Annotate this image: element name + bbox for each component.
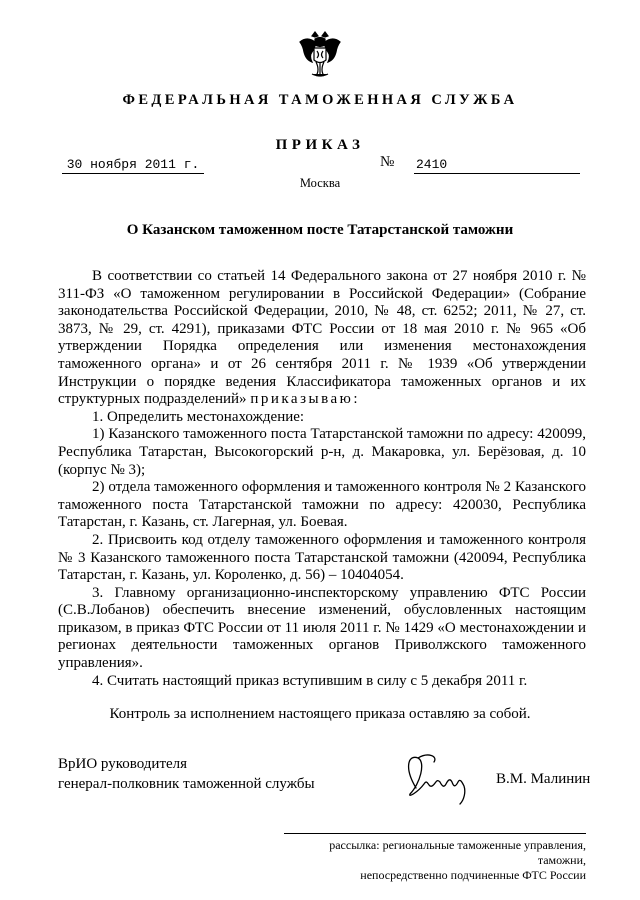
item-1-1: 1) Казанского таможенного поста Татарстанской таможни по адресу: 420099, Республика Татарстан, Высокогорский р-н, д. Макаровка, ул. Берёзовая, д. 10 (корпус № 3); [58,426,586,478]
order-word: приказываю: [250,391,361,408]
city: Москва [299,176,341,190]
distribution-divider [284,833,586,834]
signer-position [58,754,315,794]
signer-name: В.М. Малинин [496,771,591,787]
signer-position-line-2: генерал-полковник таможенной службы [58,776,315,792]
handwritten-signature [398,748,488,808]
order-body [58,268,586,690]
signer-position-line-1: ВрИО руководителя [58,756,188,772]
item-4: 4. Считать настоящий приказ вступившим в силу с 5 декабря 2011 г. [92,672,528,689]
control-statement: Контроль за исполнением настоящего приказа оставляю за собой. [109,706,531,722]
distribution-line-1-text: региональные таможенные управления, таможни, [382,838,586,867]
item-1-2: 2) отдела таможенного оформления и таможенного контроля № 2 Казанского таможенного поста Татарстанской таможни по адресу: 420030, Республика Татарстан, г. Казань, ст. Лагерная, ул. Боевая. [58,479,586,531]
number-sign: № [380,154,395,170]
document-type: ПРИКАЗ [275,137,365,153]
item-3: 3. Главному организационно-инспекторскому управлению ФТС России (С.В.Лобанов) обеспечить внесение изменений, обусловленных настоящим приказом, в приказ ФТС России от 11 июля 2011 г. № 1429 «О местонахождении и регионах деятельности таможенных органов Приволжского таможенного управления». [58,584,586,672]
item-2: 2. Присвоить код отделу таможенного оформления и таможенного контроля № 3 Казанского таможенного поста Татарстанской таможни (420094, Республика Татарстан, г. Казань, ул. Короленко, д. 56) – 10404054. [58,531,586,584]
order-subject: О Казанском таможенном посте Татарстанской таможни [126,222,514,238]
order-date: 30 ноября 2011 г. [62,157,204,174]
distribution-line-2: непосредственно подчиненные ФТС России [360,868,586,882]
preamble-text: В соответствии со статьей 14 Федерального закона от 27 ноября 2010 г. № 311-ФЗ «О таможенном регулировании в Российской Федерации» (Собрание законодательства Российской Федерации, 2010, № 48, ст. 6252; 2011, № 27, ст. 3873, № 29, ст. 4291), приказами ФТС России от 18 мая 2010 г. № 965 «Об утверждении Порядка определения или изменения местонахождения таможенного органа» и от 26 сентября 2011 г. № 1939 «Об утверждении Инструкции о порядке ведения Классификатора таможенных органов и их структурных подразделений» [58,268,586,408]
coat-of-arms-icon [298,30,342,80]
order-number [380,154,580,174]
distribution-list [284,838,586,883]
distribution-label: рассылка: [329,838,380,852]
agency-name: ФЕДЕРАЛЬНАЯ ТАМОЖЕННАЯ СЛУЖБА [122,92,518,108]
order-number-value: 2410 [414,157,580,174]
distribution-line-1 [284,838,586,868]
item-1: 1. Определить местонахождение: [92,408,305,425]
preamble-paragraph [58,268,586,409]
